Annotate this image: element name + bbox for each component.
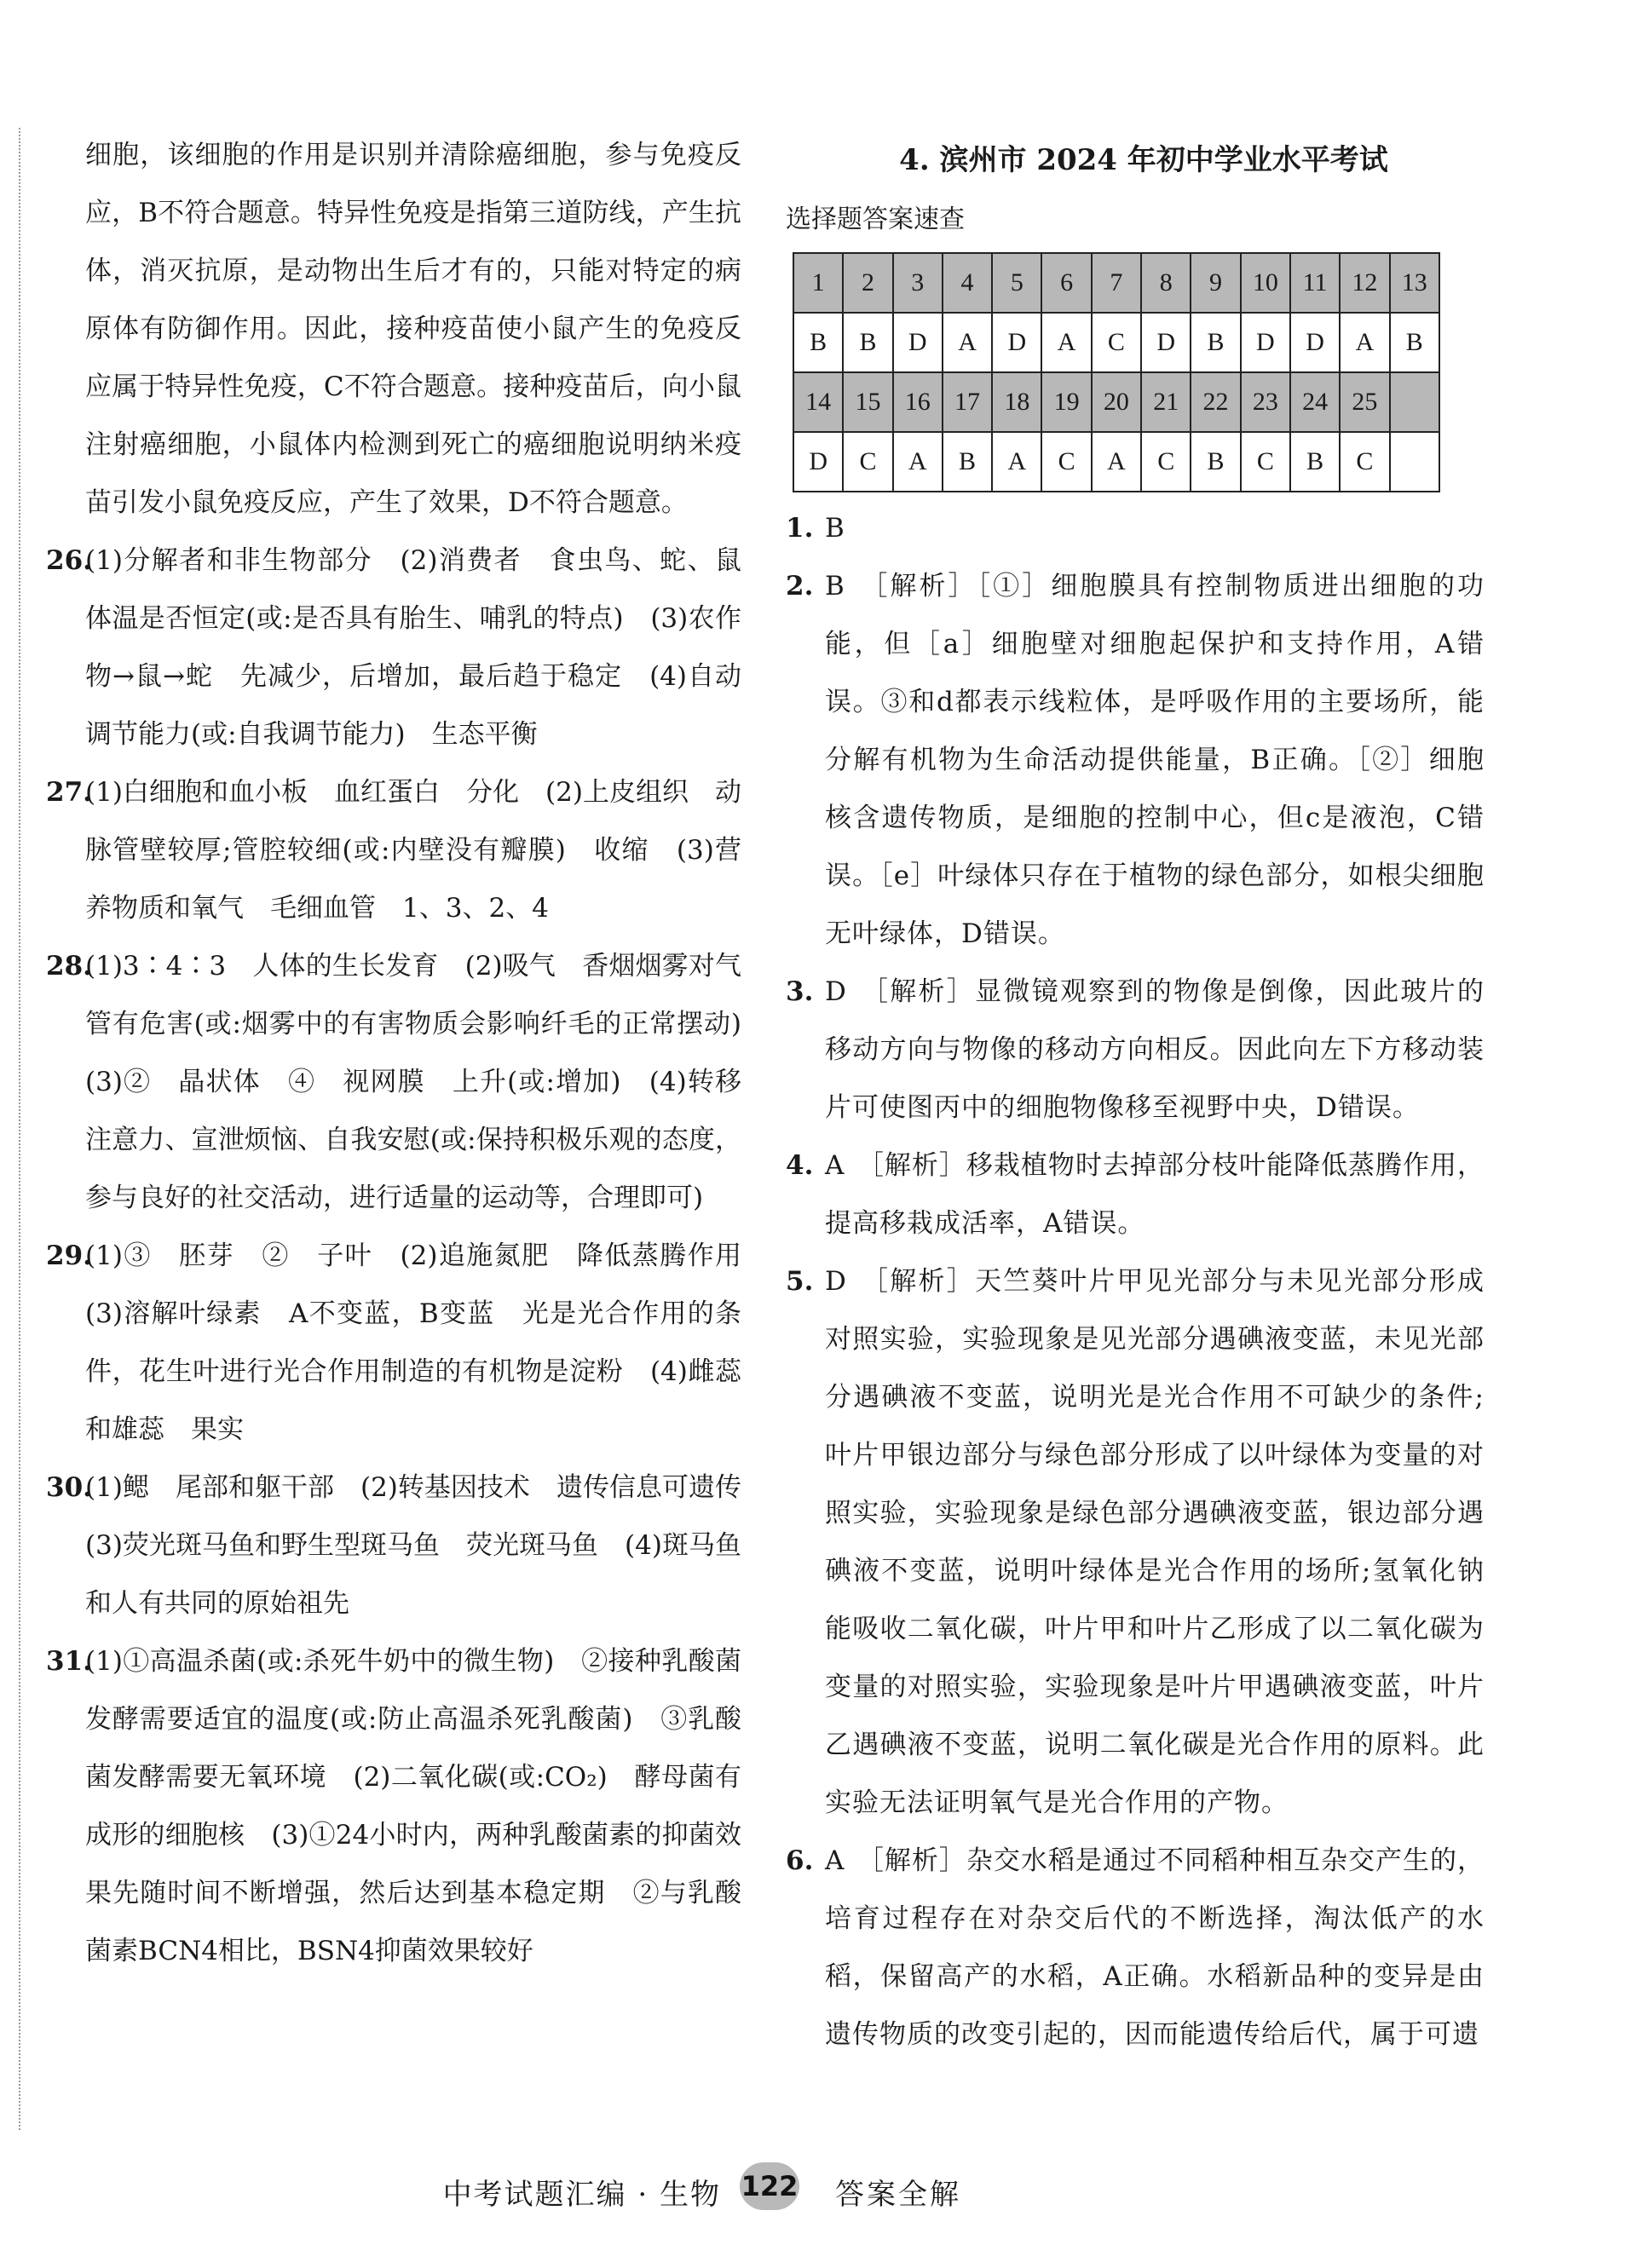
question-number-cell: 25: [1340, 372, 1389, 432]
binding-dotted-line: [19, 128, 20, 2130]
item-number: 27.: [46, 777, 92, 808]
answer-letter-cell: C: [843, 432, 892, 492]
question-number-cell: 12: [1340, 253, 1389, 313]
answer-letter-cell: B: [1290, 432, 1340, 492]
answer-letter-cell: A: [1340, 313, 1389, 372]
question-number-cell: [1390, 372, 1439, 432]
question-number-cell: 17: [943, 372, 992, 432]
item-answer: D: [825, 1266, 846, 1297]
answer-letter-cell: C: [1141, 432, 1191, 492]
answer-letter-cell: B: [1390, 313, 1439, 372]
answer-letter-cell: D: [1141, 313, 1191, 372]
question-number-cell: 21: [1141, 372, 1191, 432]
item-number: 4.: [786, 1150, 814, 1181]
item-text: (1)③ 胚芽 ② 子叶 (2)追施氮肥 降低蒸腾作用 (3)溶解叶绿素 A不变蓝，B变蓝 光是光合作用的条件，花生叶进行光合作用制造的有机物是淀粉 (4)雌蕊和雄蕊 果实: [85, 1240, 768, 1445]
item-text: (1)鳃 尾部和躯干部 (2)转基因技术 遗传信息可遗传 (3)荧光斑马鱼和野生型斑马鱼 荧光斑马鱼 (4)斑马鱼和人有共同的原始祖先: [85, 1472, 768, 1619]
answer-item-29: [46, 1227, 768, 1459]
answer-letter-cell: A: [1092, 432, 1141, 492]
item-number: 30.: [46, 1472, 92, 1503]
answer-letter-cell: A: [992, 432, 1041, 492]
answer-item-5: [786, 1252, 1485, 1832]
item-answer: D: [825, 976, 846, 1007]
answer-letter-cell: B: [1191, 313, 1240, 372]
item-number: 28.: [46, 951, 92, 981]
question-number-cell: 22: [1191, 372, 1240, 432]
question-number-cell: 10: [1241, 253, 1290, 313]
answer-item-28: [46, 937, 768, 1227]
answer-key-row-answers-1: [793, 313, 1439, 372]
question-number-cell: 24: [1290, 372, 1340, 432]
item-number: 6.: [786, 1845, 814, 1876]
item-text: (1)3∶4∶3 人体的生长发育 (2)吸气 香烟烟雾对气管有危害(或:烟雾中的有害物质会影响纤毛的正常摆动) (3)② 晶状体 ④ 视网膜 上升(或:增加) (4)转移注意力、宣泄烦恼、自我安慰(或:保持积极乐观的态度，参与良好的社交活动，进行适量的运动等，合理即可): [85, 951, 768, 1213]
answer-item-6: [786, 1832, 1485, 2064]
question-number-cell: 15: [843, 372, 892, 432]
item-analysis: ［解析］［①］细胞膜具有控制物质进出细胞的功能，但［a］细胞壁对细胞起保护和支持作用，A错误。③和d都表示线粒体，是呼吸作用的主要场所，能分解有机物为生命活动提供能量，B正确。［②］细胞核含遗传物质，是细胞的控制中心，但c是液泡，C错误。［e］叶绿体只存在于植物的绿色部分，如根尖细胞无叶绿体，D错误。: [825, 571, 1485, 949]
question-number-cell: 4: [943, 253, 992, 313]
question-number-cell: 20: [1092, 372, 1141, 432]
answer-letter-cell: B: [843, 313, 892, 372]
answer-item-26: [46, 532, 768, 763]
question-number-cell: 14: [793, 372, 843, 432]
page-number-badge: 122: [740, 2162, 799, 2210]
item-number: 29.: [46, 1240, 92, 1271]
answer-key-table: [793, 252, 1440, 492]
answer-item-1: [786, 499, 1485, 557]
answer-letter-cell: D: [1290, 313, 1340, 372]
left-column: [46, 126, 768, 1980]
item-number: 5.: [786, 1266, 814, 1297]
answer-item-31: [46, 1632, 741, 1980]
answer-letter-cell: D: [1241, 313, 1290, 372]
right-column: [786, 126, 1485, 2064]
answer-item-27: [46, 763, 741, 937]
answer-letter-cell: D: [793, 432, 843, 492]
question-number-cell: 23: [1241, 372, 1290, 432]
footer-section-label: 答案全解: [835, 2178, 961, 2212]
item-answer: B: [825, 513, 845, 544]
answer-key-row-numbers-2: [793, 372, 1439, 432]
question-number-cell: 18: [992, 372, 1041, 432]
answer-item-3: [786, 963, 1485, 1137]
footer-book-title: 中考试题汇编 · 生物: [442, 2178, 721, 2212]
item-analysis: ［解析］天竺葵叶片甲见光部分与未见光部分形成对照实验，实验现象是见光部分遇碘液变蓝，未见光部分遇碘液不变蓝，说明光是光合作用不可缺少的条件;叶片甲银边部分与绿色部分形成了以叶绿体为变量的对照实验，实验现象是绿色部分遇碘液变蓝，银边部分遇碘液不变蓝，说明叶绿体是光合作用的场所;氢氧化钠能吸收二氧化碳，叶片甲和叶片乙形成了以二氧化碳为变量的对照实验，实验现象是叶片甲遇碘液变蓝，叶片乙遇碘液不变蓝，说明二氧化碳是光合作用的原料。此实验无法证明氧气是光合作用的产物。: [825, 1266, 1485, 1818]
answer-key-row-answers-2: [793, 432, 1439, 492]
answer-letter-cell: C: [1041, 432, 1091, 492]
question-number-cell: 1: [793, 253, 843, 313]
item-answer: B: [825, 571, 845, 602]
question-number-cell: 11: [1290, 253, 1340, 313]
continued-paragraph: 细胞，该细胞的作用是识别并清除癌细胞，参与免疫反应，B不符合题意。特异性免疫是指第三道防线，产生抗体，消灭抗原，是动物出生后才有的，只能对特定的病原体有防御作用。因此，接种疫苗使小鼠产生的免疫反应属于特异性免疫，C不符合题意。接种疫苗后，向小鼠注射癌细胞，小鼠体内检测到死亡的癌细胞说明纳米疫苗引发小鼠免疫反应，产生了效果，D不符合题意。: [85, 140, 741, 518]
question-number-cell: 3: [893, 253, 943, 313]
item-analysis: ［解析］显微镜观察到的物像是倒像，因此玻片的移动方向与物像的移动方向相反。因此向左下方移动装片可使图丙中的细胞物像移至视野中央，D错误。: [825, 976, 1485, 1123]
answer-key-row-numbers-1: [793, 253, 1439, 313]
answer-letter-cell: D: [992, 313, 1041, 372]
item-text: (1)白细胞和血小板 血红蛋白 分化 (2)上皮组织 动脉管壁较厚;管腔较细(或:内壁没有瓣膜) 收缩 (3)营养物质和氧气 毛细血管 1、3、2、4: [85, 777, 741, 924]
item-answer: A: [825, 1845, 845, 1876]
answer-letter-cell: A: [1041, 313, 1091, 372]
answer-item-2: [786, 557, 1485, 963]
answer-item-4: [786, 1137, 1485, 1252]
question-number-cell: 2: [843, 253, 892, 313]
answer-letter-cell: C: [1092, 313, 1141, 372]
page-footer: [0, 2147, 1626, 2224]
answer-item-30: [46, 1459, 768, 1632]
answer-letter-cell: A: [943, 313, 992, 372]
item-number: 1.: [786, 513, 814, 544]
answer-letter-cell: A: [893, 432, 943, 492]
item-number: 31.: [46, 1646, 92, 1677]
question-number-cell: 9: [1191, 253, 1240, 313]
answer-letter-cell: B: [1191, 432, 1240, 492]
item-answer: A: [825, 1150, 845, 1181]
section-title: 4. 滨州市 2024 年初中学业水平考试: [899, 143, 1388, 177]
answer-letter-cell: B: [943, 432, 992, 492]
question-number-cell: 16: [893, 372, 943, 432]
answer-letter-cell: B: [793, 313, 843, 372]
answer-letter-cell: D: [893, 313, 943, 372]
item-number: 3.: [786, 976, 814, 1007]
question-number-cell: 5: [992, 253, 1041, 313]
answer-letter-cell: [1390, 432, 1439, 492]
question-number-cell: 19: [1041, 372, 1091, 432]
item-analysis: ［解析］杂交水稻是通过不同稻种相互杂交产生的，培育过程存在对杂交后代的不断选择，淘汰低产的水稻，保留高产的水稻，A正确。水稻新品种的变异是由遗传物质的改变引起的，因而能遗传给后代，属于可遗: [825, 1845, 1485, 2050]
item-text: (1)①高温杀菌(或:杀死牛奶中的微生物) ②接种乳酸菌发酵需要适宜的温度(或:防止高温杀死乳酸菌) ③乳酸菌发酵需要无氧环境 (2)二氧化碳(或:CO₂) 酵母菌有成形的细胞核 (3)①24小时内，两种乳酸菌素的抑菌效果先随时间不断增强，然后达到基本稳定期 ②与乳酸菌素BCN4相比，BSN4抑菌效果较好: [85, 1646, 741, 1966]
answer-letter-cell: C: [1340, 432, 1389, 492]
item-text: (1)分解者和非生物部分 (2)消费者 食虫鸟、蛇、鼠 体温是否恒定(或:是否具有胎生、哺乳的特点) (3)农作物→鼠→蛇 先减少，后增加，最后趋于稳定 (4)自动调节能力(或:自我调节能力) 生态平衡: [85, 545, 768, 750]
answer-letter-cell: C: [1241, 432, 1290, 492]
answer-key-label: 选择题答案速查: [786, 204, 965, 234]
item-analysis: ［解析］移栽植物时去掉部分枝叶能降低蒸腾作用，提高移栽成活率，A错误。: [825, 1150, 1485, 1239]
question-number-cell: 7: [1092, 253, 1141, 313]
question-number-cell: 6: [1041, 253, 1091, 313]
item-number: 26.: [46, 545, 92, 576]
question-number-cell: 13: [1390, 253, 1439, 313]
item-number: 2.: [786, 571, 814, 602]
question-number-cell: 8: [1141, 253, 1191, 313]
